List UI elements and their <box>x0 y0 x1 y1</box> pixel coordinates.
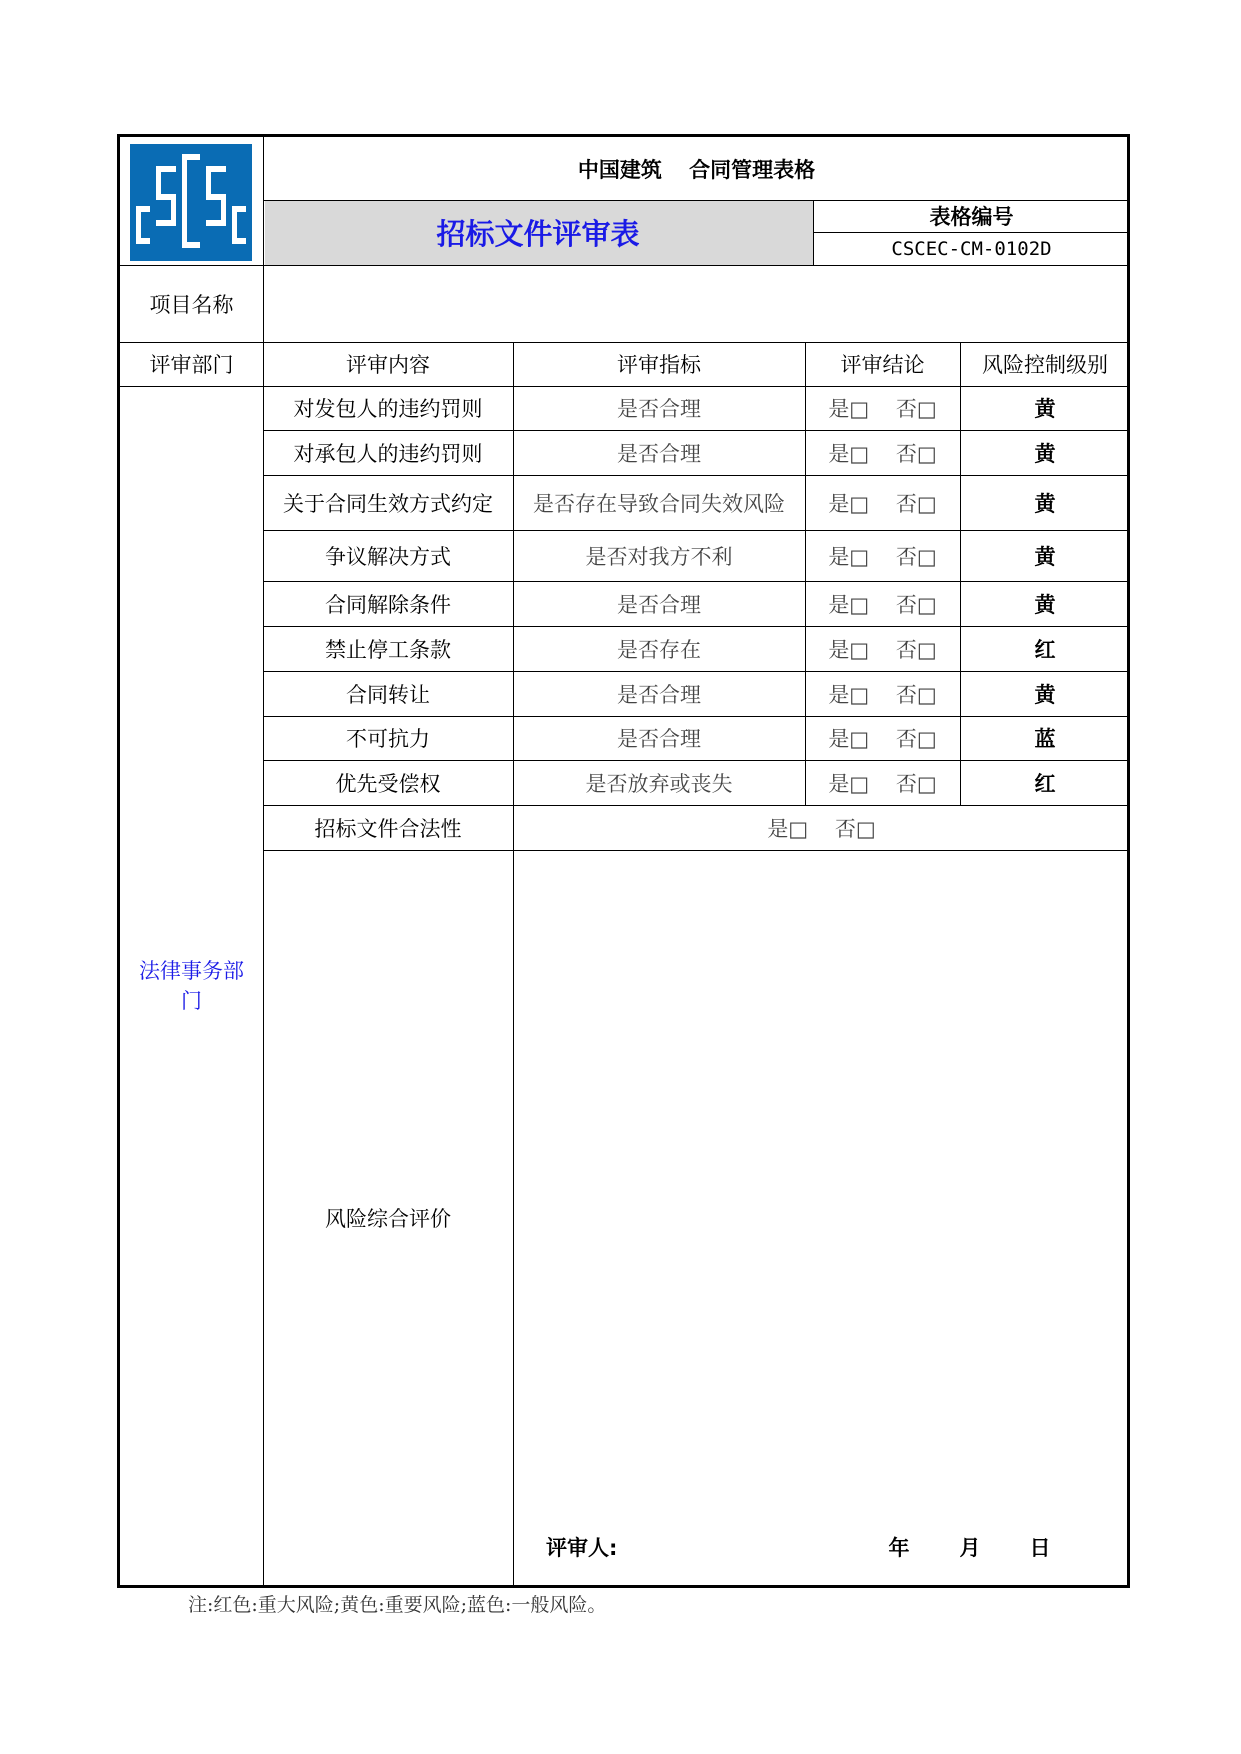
project-name-label: 项目名称 <box>149 292 234 317</box>
row-risk-level: 黄 <box>1034 491 1056 516</box>
row-content: 合同转让 <box>346 682 430 707</box>
legality-conclusion-checkbox[interactable]: 是□ 否□ <box>767 816 876 841</box>
row-conclusion-checkbox[interactable]: 是□ 否□ <box>828 727 937 751</box>
col-content: 评审内容 <box>346 353 430 377</box>
row-risk-level: 红 <box>1034 637 1056 662</box>
review-form <box>117 134 1130 1588</box>
col-dept: 评审部门 <box>149 353 234 377</box>
form-title: 招标文件评审表 <box>436 217 640 251</box>
row-indicator: 是否合理 <box>617 592 701 617</box>
reviewer-label: 评审人: <box>546 1536 618 1560</box>
date-year-label: 年 <box>888 1536 910 1560</box>
date-day-label: 日 <box>1029 1536 1051 1560</box>
project-name-field[interactable] <box>263 265 1130 342</box>
row-conclusion-checkbox[interactable]: 是□ 否□ <box>828 682 937 707</box>
evaluation-text-area[interactable] <box>514 851 1130 1451</box>
row-conclusion-checkbox[interactable]: 是□ 否□ <box>828 397 937 421</box>
footnote: 注:红色:重大风险;黄色:重要风险;蓝色:一般风险。 <box>188 1594 607 1616</box>
row-indicator: 是否存在导致合同失效风险 <box>533 491 785 516</box>
row-content: 优先受偿权 <box>335 771 441 796</box>
row-risk-level: 红 <box>1034 771 1056 796</box>
row-risk-level: 黄 <box>1034 397 1056 421</box>
row-content: 争议解决方式 <box>325 544 451 569</box>
row-indicator: 是否对我方不利 <box>585 544 733 569</box>
cscec-logo-icon <box>130 144 252 261</box>
col-risk-level: 风险控制级别 <box>982 353 1108 377</box>
row-conclusion-checkbox[interactable]: 是□ 否□ <box>828 592 937 617</box>
row-indicator: 是否合理 <box>617 727 701 751</box>
row-content: 对承包人的违约罚则 <box>293 441 483 466</box>
form-number: CSCEC-CM-0102D <box>891 237 1052 260</box>
row-conclusion-checkbox[interactable]: 是□ 否□ <box>828 441 937 466</box>
form-number-label: 表格编号 <box>929 205 1014 229</box>
row-indicator: 是否放弃或丧失 <box>585 771 733 796</box>
row-conclusion-checkbox[interactable]: 是□ 否□ <box>828 771 937 796</box>
department-name: 法律事务部门 <box>139 958 244 1013</box>
row-content: 禁止停工条款 <box>325 637 451 662</box>
row-conclusion-checkbox[interactable]: 是□ 否□ <box>828 491 937 516</box>
row-content: 关于合同生效方式约定 <box>283 491 493 516</box>
row-indicator: 是否合理 <box>617 441 701 466</box>
row-content: 不可抗力 <box>346 727 430 751</box>
col-indicator: 评审指标 <box>617 353 701 377</box>
col-conclusion: 评审结论 <box>840 353 925 377</box>
row-risk-level: 黄 <box>1034 592 1056 617</box>
row-risk-level: 蓝 <box>1034 727 1056 751</box>
company-title: 中国建筑 合同管理表格 <box>577 157 816 182</box>
row-indicator: 是否存在 <box>617 637 701 662</box>
row-risk-level: 黄 <box>1034 441 1056 466</box>
row-risk-level: 黄 <box>1034 682 1056 707</box>
evaluation-label: 风险综合评价 <box>325 1206 451 1231</box>
row-content: 合同解除条件 <box>325 592 451 617</box>
row-conclusion-checkbox[interactable]: 是□ 否□ <box>828 544 937 569</box>
row-conclusion-checkbox[interactable]: 是□ 否□ <box>828 637 937 662</box>
date-month-label: 月 <box>959 1536 981 1560</box>
row-indicator: 是否合理 <box>617 397 701 421</box>
company-logo <box>130 144 252 261</box>
legality-label: 招标文件合法性 <box>314 816 462 841</box>
row-content: 对发包人的违约罚则 <box>293 397 483 421</box>
row-indicator: 是否合理 <box>617 682 701 707</box>
row-risk-level: 黄 <box>1034 544 1056 569</box>
